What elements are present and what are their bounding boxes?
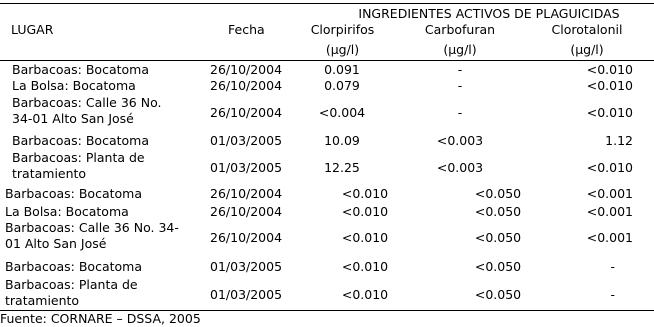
lugar-cell: Barbacoas: Bocatoma [5, 259, 142, 274]
fecha-header: Fecha [228, 22, 265, 37]
lugar-cell: Barbacoas: Calle 36 No. 34-01 Alto San José [5, 220, 179, 251]
group-title: INGREDIENTES ACTIVOS DE PLAGUICIDAS [358, 6, 620, 21]
carbofuran-cell: <0.003 [436, 160, 484, 175]
fecha-cell: 01/03/2005 [210, 259, 283, 274]
carbofuran-cell: - [457, 78, 463, 93]
clorpirifos-cell: 10.09 [324, 133, 360, 148]
clorotalonil-cell: <0.001 [586, 204, 633, 219]
clorpirifos-cell: 0.079 [324, 78, 360, 93]
clorotalonil-cell: <0.010 [586, 160, 633, 175]
clorotalonil-cell: <0.010 [586, 105, 633, 120]
carbofuran-cell: - [457, 105, 463, 120]
clorpirifos-unit: (µg/l) [325, 42, 360, 57]
carbofuran-cell: <0.050 [474, 204, 522, 219]
fecha-cell: 26/10/2004 [210, 186, 283, 201]
carbofuran-header: Carbofuran [424, 22, 496, 37]
clorotalonil-cell: - [610, 287, 615, 302]
clorpirifos-cell: <0.010 [341, 259, 389, 274]
lugar-cell: Barbacoas: Calle 36 No. 34-01 Alto San José [12, 95, 162, 126]
top-rule [0, 3, 654, 4]
clorotalonil-unit: (µg/l) [570, 42, 604, 57]
clorpirifos-header: Clorpirifos [310, 22, 375, 37]
lugar-header: LUGAR [11, 22, 54, 37]
clorotalonil-cell: - [610, 259, 615, 274]
fecha-cell: 01/03/2005 [210, 160, 283, 175]
lugar-cell: Barbacoas: Planta de tratamiento [12, 150, 145, 181]
lugar-cell: La Bolsa: Bocatoma [5, 204, 129, 219]
carbofuran-unit: (µg/l) [443, 42, 477, 57]
clorpirifos-cell: <0.010 [341, 287, 389, 302]
fecha-cell: 26/10/2004 [210, 62, 283, 77]
carbofuran-cell: <0.003 [436, 133, 484, 148]
lugar-cell: Barbacoas: Bocatoma [12, 133, 149, 148]
clorotalonil-cell: <0.010 [586, 78, 633, 93]
lugar-cell: La Bolsa: Bocatoma [12, 78, 136, 93]
clorotalonil-cell: <0.001 [586, 186, 633, 201]
clorpirifos-cell: <0.004 [318, 105, 366, 120]
carbofuran-cell: <0.050 [474, 186, 522, 201]
fecha-cell: 26/10/2004 [210, 78, 283, 93]
carbofuran-cell: - [457, 62, 463, 77]
lugar-cell: Barbacoas: Planta de tratamiento [5, 277, 138, 308]
lugar-cell: Barbacoas: Bocatoma [5, 186, 142, 201]
fecha-cell: 01/03/2005 [210, 133, 283, 148]
fecha-cell: 01/03/2005 [210, 287, 283, 302]
fecha-cell: 26/10/2004 [210, 105, 283, 120]
clorotalonil-cell: <0.010 [586, 62, 633, 77]
clorpirifos-cell: <0.010 [341, 204, 389, 219]
clorotalonil-cell: 1.12 [605, 133, 633, 148]
clorotalonil-cell: <0.001 [586, 230, 633, 245]
header-rule [0, 60, 654, 61]
clorotalonil-header: Clorotalonil [551, 22, 623, 37]
carbofuran-cell: <0.050 [474, 230, 522, 245]
source-note: Fuente: CORNARE – DSSA, 2005 [0, 311, 201, 326]
lugar-cell: Barbacoas: Bocatoma [12, 62, 149, 77]
clorpirifos-cell: 0.091 [324, 62, 360, 77]
clorpirifos-cell: <0.010 [341, 230, 389, 245]
fecha-cell: 26/10/2004 [210, 204, 283, 219]
fecha-cell: 26/10/2004 [210, 230, 283, 245]
clorpirifos-cell: <0.010 [341, 186, 389, 201]
clorpirifos-cell: 12.25 [324, 160, 360, 175]
carbofuran-cell: <0.050 [474, 259, 522, 274]
carbofuran-cell: <0.050 [474, 287, 522, 302]
